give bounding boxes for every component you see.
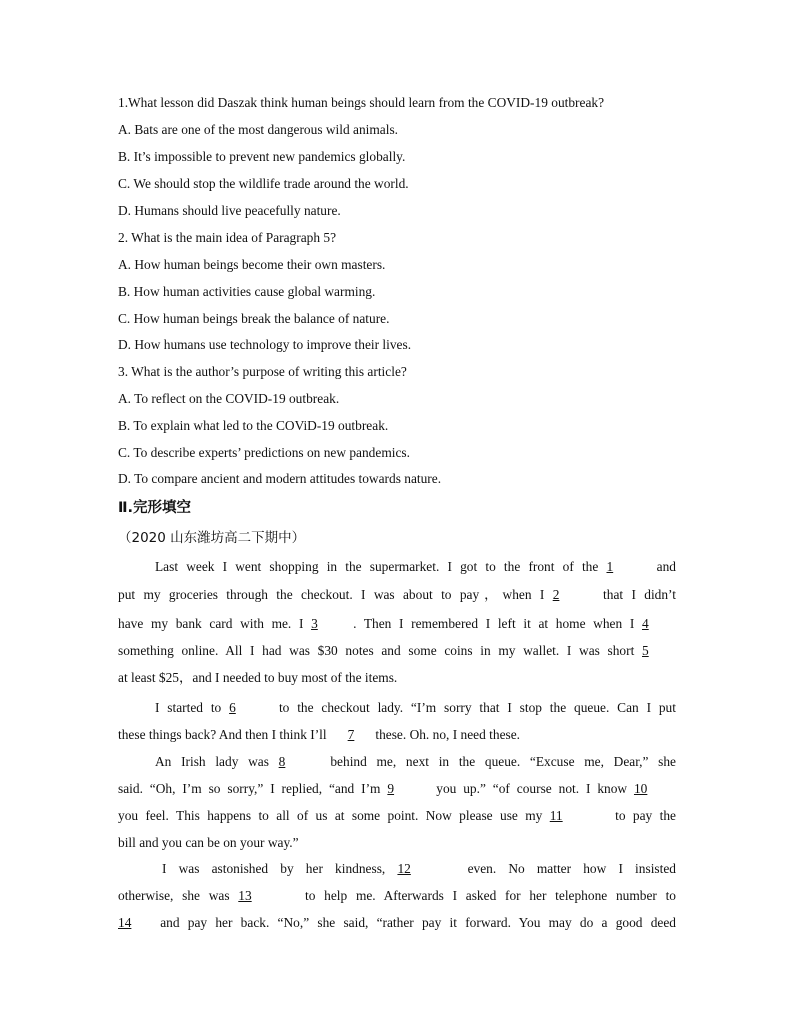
passage-text: these. Oh. no, I need these.	[375, 727, 521, 742]
section-source: （2020 山东潍坊高二下期中）	[118, 530, 306, 546]
passage-line	[118, 915, 676, 931]
passage-text: . Then I remembered I left it at home when I	[353, 616, 635, 631]
passage-text: to pay the	[615, 808, 676, 823]
blank-11[interactable]: 11	[549, 808, 563, 823]
passage-text: otherwise, she was	[118, 888, 230, 903]
passage-line	[118, 888, 676, 904]
passage-line: at least $25，and I needed to buy most of the items.	[118, 670, 398, 685]
question-2-option-a: A. How human beings become their own masters.	[118, 257, 386, 272]
blank-1[interactable]: 1	[606, 559, 614, 574]
passage-text: these things back? And then I think I’ll	[118, 727, 327, 742]
passage-text: something online. All I had was $30 notes and some coins in my wallet. I was short	[118, 643, 635, 658]
passage-text: you feel. This happens to all of us at some point. Now please use my	[118, 808, 543, 823]
blank-2[interactable]: 2	[552, 587, 560, 602]
passage-line	[118, 808, 676, 824]
question-1-option-d: D. Humans should live peacefully nature.	[118, 203, 341, 218]
question-2-option-b: B. How human activities cause global warming.	[118, 284, 376, 299]
passage-line	[162, 861, 676, 877]
passage-text: to help me. Afterwards I asked for her telephone number to	[305, 888, 676, 903]
passage-line: bill and you can be on your way.”	[118, 835, 299, 850]
passage-line	[155, 700, 676, 716]
passage-line	[155, 754, 676, 770]
passage-text: have my bank card with me. I	[118, 616, 304, 631]
question-3-option-b: B. To explain what led to the COViD-19 outbreak.	[118, 418, 389, 433]
passage-text: behind me, next in the queue. “Excuse me, Dear,” she	[330, 754, 676, 769]
question-2-option-c: C. How human beings break the balance of nature.	[118, 311, 390, 326]
passage-line	[118, 727, 520, 743]
question-3-stem: 3. What is the author’s purpose of writing this article?	[118, 364, 407, 379]
blank-6[interactable]: 6	[229, 700, 236, 715]
passage-text: put my groceries through the checkout. I was about to pay，when I	[118, 587, 545, 602]
blank-3[interactable]: 3	[311, 616, 318, 631]
passage-line	[118, 643, 676, 659]
question-3-option-d: D. To compare ancient and modern attitudes towards nature.	[118, 471, 442, 486]
passage-text: even. No matter how I insisted	[467, 861, 676, 876]
question-1-option-a: A. Bats are one of the most dangerous wild animals.	[118, 122, 399, 137]
question-2-stem: 2. What is the main idea of Paragraph 5?	[118, 230, 337, 245]
passage-text: said. “Oh, I’m so sorry,” I replied, “and I’m	[118, 781, 381, 796]
passage-line	[118, 781, 676, 797]
passage-line	[118, 587, 676, 603]
blank-12[interactable]: 12	[397, 861, 411, 876]
passage-line	[118, 616, 676, 632]
blank-10[interactable]: 10	[633, 781, 648, 796]
passage-text: to the checkout lady. “I’m sorry that I stop the queue. Can I put	[278, 700, 676, 715]
blank-5[interactable]: 5	[642, 643, 649, 658]
passage-text: Last week I went shopping in the supermarket. I got to the front of the	[155, 559, 599, 574]
blank-4[interactable]: 4	[641, 616, 649, 631]
passage-text: you up.” “of course not. I know	[436, 781, 628, 796]
section-title: Ⅱ.完形填空	[118, 500, 192, 516]
passage-line	[155, 559, 676, 575]
question-3-option-a: A. To reflect on the COVID-19 outbreak.	[118, 391, 340, 406]
blank-13[interactable]: 13	[238, 888, 252, 903]
blank-14[interactable]: 14	[118, 915, 132, 930]
blank-7[interactable]: 7	[347, 727, 355, 742]
passage-text: I was astonished by her kindness,	[162, 861, 386, 876]
passage-text: and pay her back. “No,” she said, “rather pay it forward. You may do a good deed	[160, 915, 676, 930]
question-1-option-c: C. We should stop the wildlife trade around the world.	[118, 176, 409, 191]
passage-text: that I didn’t	[603, 587, 676, 602]
passage-text: I started to	[155, 700, 222, 715]
question-1-stem: 1.What lesson did Daszak think human beings should learn from the COVID-19 outbreak?	[118, 95, 605, 110]
blank-9[interactable]: 9	[387, 781, 395, 796]
question-1-option-b: B. It’s impossible to prevent new pandemics globally.	[118, 149, 406, 164]
question-2-option-d: D. How humans use technology to improve their lives.	[118, 337, 412, 352]
question-3-option-c: C. To describe experts’ predictions on new pandemics.	[118, 445, 410, 460]
passage-text: and	[656, 559, 676, 574]
blank-8[interactable]: 8	[278, 754, 286, 769]
passage-text: An Irish lady was	[155, 754, 269, 769]
